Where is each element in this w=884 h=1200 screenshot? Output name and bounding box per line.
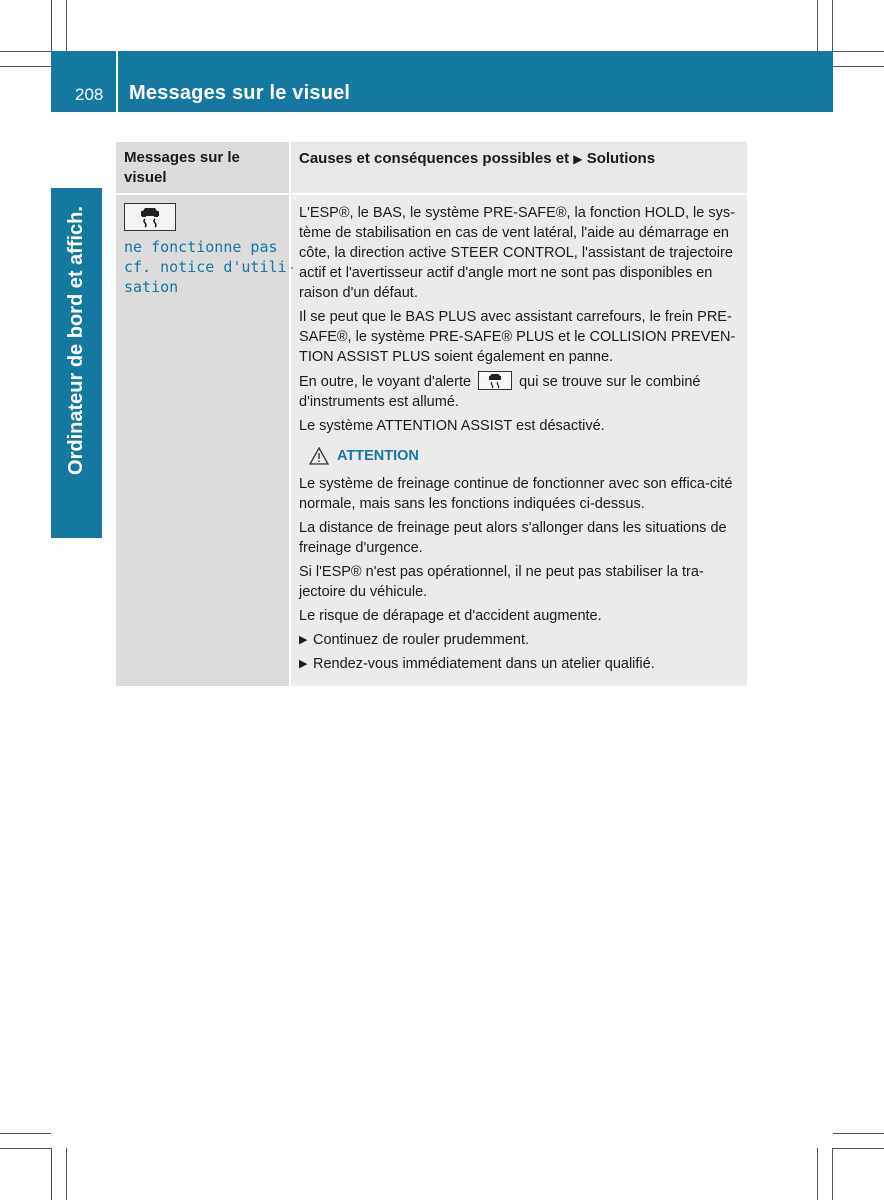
warning-lamp-paragraph: [299, 371, 741, 412]
solution-text: Rendez-vous immédiatement dans un atelier qualifié.: [313, 656, 655, 672]
attention-heading: [309, 446, 741, 466]
cause-paragraph: Il se peut que le BAS PLUS avec assistant carrefours, le frein PRE-SAFE®, le système PRE-SAFE® PLUS et le COLLISION PREVEN-TION ASSIST PLUS soient également en panne.: [299, 309, 736, 365]
crop-mark: [833, 1133, 884, 1134]
attention-paragraph: Le risque de dérapage et d'accident augmente.: [299, 608, 602, 624]
display-message: [124, 237, 296, 297]
col1-header: Messages sur le visuel: [124, 149, 240, 186]
side-tab-label: Ordinateur de bord et affich.: [65, 206, 88, 475]
attention-label: ATTENTION: [337, 448, 419, 464]
bullet-arrow-icon: ▶: [299, 658, 308, 670]
message-cell: [116, 195, 296, 686]
warning-triangle-icon: [309, 447, 329, 465]
crop-mark: [833, 66, 884, 67]
header-separator: [116, 51, 118, 112]
side-tab-label-wrap: [51, 188, 102, 493]
page-title: Messages sur le visuel: [129, 82, 351, 104]
table-header-row: [116, 142, 747, 193]
col2-header-prefix: Causes et conséquences possibles et: [299, 150, 570, 167]
crop-mark: [51, 1148, 52, 1200]
crop-mark: [0, 51, 51, 52]
crop-mark: [0, 66, 51, 67]
crop-mark: [0, 1133, 51, 1134]
solution-text: Continuez de rouler prudemment.: [313, 632, 530, 648]
crop-mark: [817, 0, 818, 51]
display-message-line: sation: [124, 278, 179, 296]
crop-mark: [0, 1148, 51, 1149]
bullet-arrow-icon: ▶: [299, 634, 308, 646]
solution-item: [299, 630, 741, 650]
table-row: [116, 193, 747, 686]
messages-table: [116, 142, 747, 686]
page-number: 208: [75, 85, 104, 104]
crop-mark: [832, 0, 833, 51]
attention-paragraph: Le système de freinage continue de fonctionner avec son effica-cité normale, mais sans les fonctions indiquées ci-dessus.: [299, 476, 733, 512]
crop-mark: [66, 1148, 67, 1200]
crop-mark: [66, 0, 67, 51]
crop-mark: [817, 1148, 818, 1200]
crop-mark: [51, 0, 52, 51]
col2-header: [289, 142, 747, 193]
warning-lamp-text-after: qui se trouve sur le combiné d'instruments est allumé.: [299, 374, 701, 410]
causes-cell: [289, 195, 747, 686]
display-message-line: cf. notice d'utili-: [124, 258, 296, 276]
car-skid-icon: [478, 371, 512, 390]
col2-header-suffix: Solutions: [586, 150, 656, 167]
cause-paragraph: L'ESP®, le BAS, le système PRE-SAFE®, la fonction HOLD, le sys-tème de stabilisation en cas de vent latéral, l'aide au démarrage en côte, la direction active STEER CONTROL, l'assistant de trajectoire actif et l'avertisseur actif d'angle mort ne sont pas disponibles en raison d'un défaut.: [299, 205, 735, 301]
attention-paragraph: La distance de freinage peut alors s'allonger dans les situations de freinage d'urgence.: [299, 520, 727, 556]
crop-mark: [833, 1148, 884, 1149]
display-message-line: ne fonctionne pas: [124, 238, 278, 256]
attention-paragraph: Si l'ESP® n'est pas opérationnel, il ne peut pas stabiliser la tra-jectoire du véhicule.: [299, 564, 704, 600]
car-skid-icon: [124, 203, 176, 231]
attention-assist-paragraph: Le système ATTENTION ASSIST est désactivé.: [299, 418, 605, 434]
crop-mark: [832, 1148, 833, 1200]
solution-item: [299, 654, 741, 674]
warning-lamp-text-before: En outre, le voyant d'alerte: [299, 374, 472, 390]
crop-mark: [833, 51, 884, 52]
solutions-arrow-icon: ▶: [573, 152, 583, 166]
